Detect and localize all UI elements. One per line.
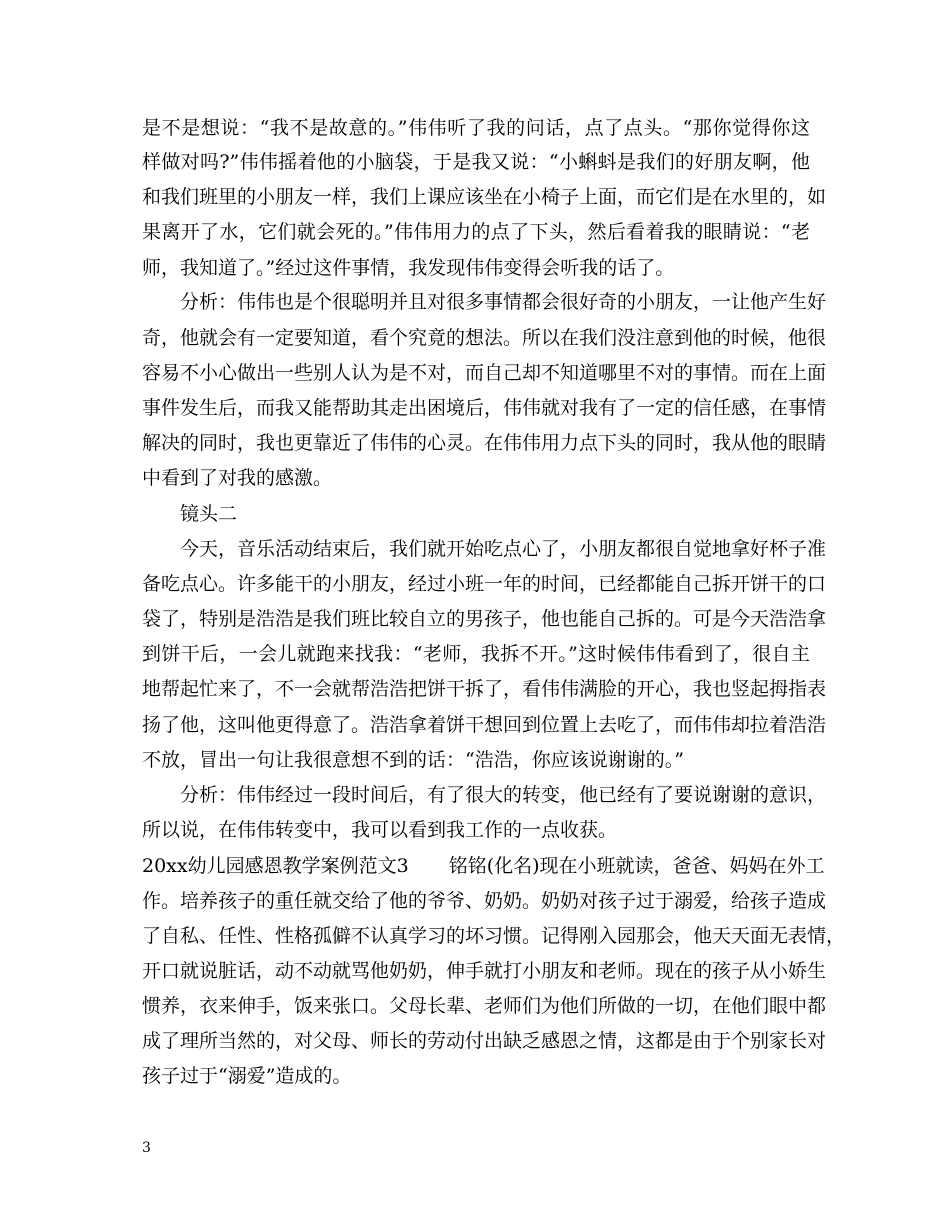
text-line: 成了理所当然的，对父母、师长的劳动付出缺乏感恩之情，这都是由于个别家长对 (142, 1030, 827, 1052)
section-heading: 镜头二 (180, 503, 238, 525)
text-line: 事件发生后，而我又能帮助其走出困境后，伟伟就对我有了一定的信任感，在事情 (142, 397, 827, 419)
text-line: 不放，冒出一句让我很意想不到的话：“浩浩，你应该说谢谢的。” (142, 749, 684, 771)
article-title: 20xx幼儿园感恩教学案例范文3 (142, 855, 409, 877)
text-line: 师，我知道了。”经过这件事情，我发现伟伟变得会听我的话了。 (142, 257, 675, 279)
text-line: 备吃点心。许多能干的小朋友，经过小班一年的时间，已经都能自己拆开饼干的口 (142, 573, 827, 595)
text-line: 地帮起忙来了，不一会就帮浩浩把饼干拆了，看伟伟满脸的开心，我也竖起拇指表 (142, 678, 827, 700)
text-line: 奇，他就会有一定要知道，看个究竟的想法。所以在我们没注意到他的时候，他很 (142, 327, 827, 349)
page-number: 3 (142, 1140, 151, 1156)
paragraph-first-line: 分析：伟伟也是个很聪明并且对很多事情都会很好奇的小朋友，一让他产生好 (180, 291, 827, 313)
text-line: 样做对吗?”伟伟摇着他的小脑袋，于是我又说：“小蝌蚪是我们的好朋友啊，他 (142, 151, 810, 173)
text-line: 果离开了水，它们就会死的。”伟伟用力的点了下头，然后看着我的眼睛说：“老 (142, 221, 810, 243)
text-line: 到饼干后，一会儿就跑来找我：“老师，我拆不开。”这时候伟伟看到了，很自主 (142, 643, 810, 665)
text-inline: 铭铭(化名)现在小班就读，爸爸、妈妈在外工 (448, 855, 825, 877)
text-line: 孩子过于“溺爱”造成的。 (142, 1065, 352, 1087)
text-line: 惯养，衣来伸手，饭来张口。父母长辈、老师们为他们所做的一切，在他们眼中都 (142, 995, 827, 1017)
text-line: 了自私、任性、性格孤僻不认真学习的坏习惯。记得刚入园那会，他天天面无表情， (142, 925, 846, 947)
article-title-line (142, 854, 825, 878)
text-line: 所以说，在伟伟转变中，我可以看到我工作的一点收获。 (142, 819, 618, 841)
text-line: 袋了，特别是浩浩是我们班比较自立的男孩子，他也能自己拆的。可是今天浩浩拿 (142, 608, 827, 630)
text-line: 是不是想说：“我不是故意的。”伟伟听了我的问话，点了点头。“那你觉得你这 (142, 117, 810, 139)
text-line: 解决的同时，我也更靠近了伟伟的心灵。在伟伟用力点下头的同时，我从他的眼睛 (142, 432, 827, 454)
text-line: 作。培养孩子的重任就交给了他的爷爷、奶奶。奶奶对孩子过于溺爱，给孩子造成 (142, 890, 827, 912)
text-line: 扬了他，这叫他更得意了。浩浩拿着饼干想回到位置上去吃了，而伟伟却拉着浩浩 (142, 714, 827, 736)
text-line: 容易不小心做出一些别人认为是不对，而自己却不知道哪里不对的事情。而在上面 (142, 362, 827, 384)
text-line: 中看到了对我的感激。 (142, 467, 333, 489)
paragraph-first-line: 今天，音乐活动结束后，我们就开始吃点心了，小朋友都很自觉地拿好杯子准 (180, 538, 827, 560)
text-line: 和我们班里的小朋友一样，我们上课应该坐在小椅子上面，而它们是在水里的，如 (142, 186, 827, 208)
paragraph-first-line: 分析：伟伟经过一段时间后，有了很大的转变，他已经有了要说谢谢的意识， (180, 784, 827, 806)
text-line: 开口就说脏话，动不动就骂他奶奶，伸手就打小朋友和老师。现在的孩子从小娇生 (142, 960, 827, 982)
